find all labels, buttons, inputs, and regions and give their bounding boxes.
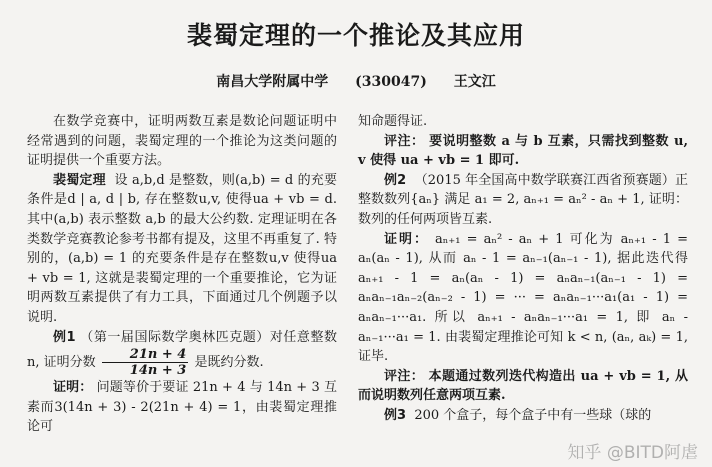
remark-1-heading: 评注： [384,133,425,149]
proof-1-heading: 证明： [53,380,93,396]
example-3-heading: 例3 [384,407,407,423]
example-1-text: （第一届国际数学奥林匹克题）对任意整数 n, 证明分数 [27,329,337,371]
fraction-numerator: 21n + 4 [102,347,189,363]
theorem-heading: 裴蜀定理 [53,172,106,188]
right-column [358,112,688,426]
proof-2-heading: 证明： [384,231,429,247]
proof-1-paragraph [27,378,337,437]
example-2-text: （2015 年全国高中数学联赛江西省预赛题）正整数数列{aₙ} 满足 a₁ = 2, aₙ₊₁ = aₙ² - aₙ + 1, 证明：数列的任何两项皆互素. [358,172,689,227]
example-2-paragraph [358,171,688,230]
postcode: (330047) [355,74,427,90]
author: 王文江 [453,74,496,90]
byline [0,71,712,91]
example-3-paragraph [358,406,688,426]
intro-paragraph: 在数学竞赛中，证明两数互素是数论问题证明中经常遇到的问题，裴蜀定理的一个推论为这类问题的证明提供一个重要方法。 [27,114,337,169]
fraction [102,347,189,378]
watermark: 知乎 @BITD阿虐 [567,443,698,463]
theorem-paragraph [27,171,337,328]
remark-2-heading: 评注： [384,368,425,384]
theorem-text: 设 a,b,d 是整数，则(a,b) = d 的充要条件是d | a, d | b, 存在整数u,v, 使得ua + vb = d. 其中(a,b) 表示整数 a,b 的最大公约数. 定理证明在各类数学竞赛教论参考书都有提及，这里不再重复了. 特别的，(a,b) = 1 的充要条件是存在整数u,v 使得ua + vb = 1, 这就是裴蜀定理的一个重要推论，它为证明两数互素提供了有力工具，下面通过几个例题予以说明. [27,172,337,325]
remark-1-paragraph [358,132,688,171]
remark-2-paragraph [358,367,688,406]
proof-1-text: 问题等价于要证 21n + 4 与 14n + 3 互素而3(14n + 3) - 2(21n + 4) = 1，由裴蜀定理推论可 [27,380,337,435]
example-1-paragraph [27,328,337,379]
affiliation: 南昌大学附属中学 [216,74,329,90]
proof-2-text: aₙ₊₁ = aₙ² - aₙ + 1 可化为 aₙ₊₁ - 1 = aₙ(aₙ - 1), 从而 aₙ - 1 = aₙ₋₁(aₙ₋₁ - 1), 据此迭代得 aₙ₊₁ - 1 = aₙ(aₙ - 1) = aₙaₙ₋₁(aₙ₋₁ - 1) = aₙaₙ₋₁aₙ₋₂(aₙ₋₂ - 1) = ··· = aₙaₙ₋₁···a₁(a₁ - 1) = aₙaₙ₋₁···a₁. 所以 aₙ₊₁ - aₙaₙ₋₁···a₁ = 1, 即 aₙ - aₙ₋₁···a₁ = 1. 由裴蜀定理推论可知 k < n, (aₙ, aₖ) = 1, 证毕. [358,231,688,365]
remark-2-text: 本题通过数列迭代构造出 ua + vb = 1, 从而说明数列任意两项互素. [358,368,688,404]
fraction-denominator: 14n + 3 [129,363,187,379]
article-title: 裴蜀定理的一个推论及其应用 [186,21,525,50]
example-1-tail: 是既约分数. [194,355,264,371]
example-2-heading: 例2 [384,172,407,188]
example-1-heading: 例1 [53,329,76,345]
proof-2-paragraph [358,230,688,367]
left-column [27,112,337,437]
example-3-text: 200 个盒子，每个盒子中有一些球（球的 [414,407,652,423]
remark-1-text: 要说明整数 a 与 b 互素，只需找到整数 u, v 使得 ua + vb = 1 即可. [358,133,688,169]
continuation-text: 知命题得证. [358,114,428,129]
